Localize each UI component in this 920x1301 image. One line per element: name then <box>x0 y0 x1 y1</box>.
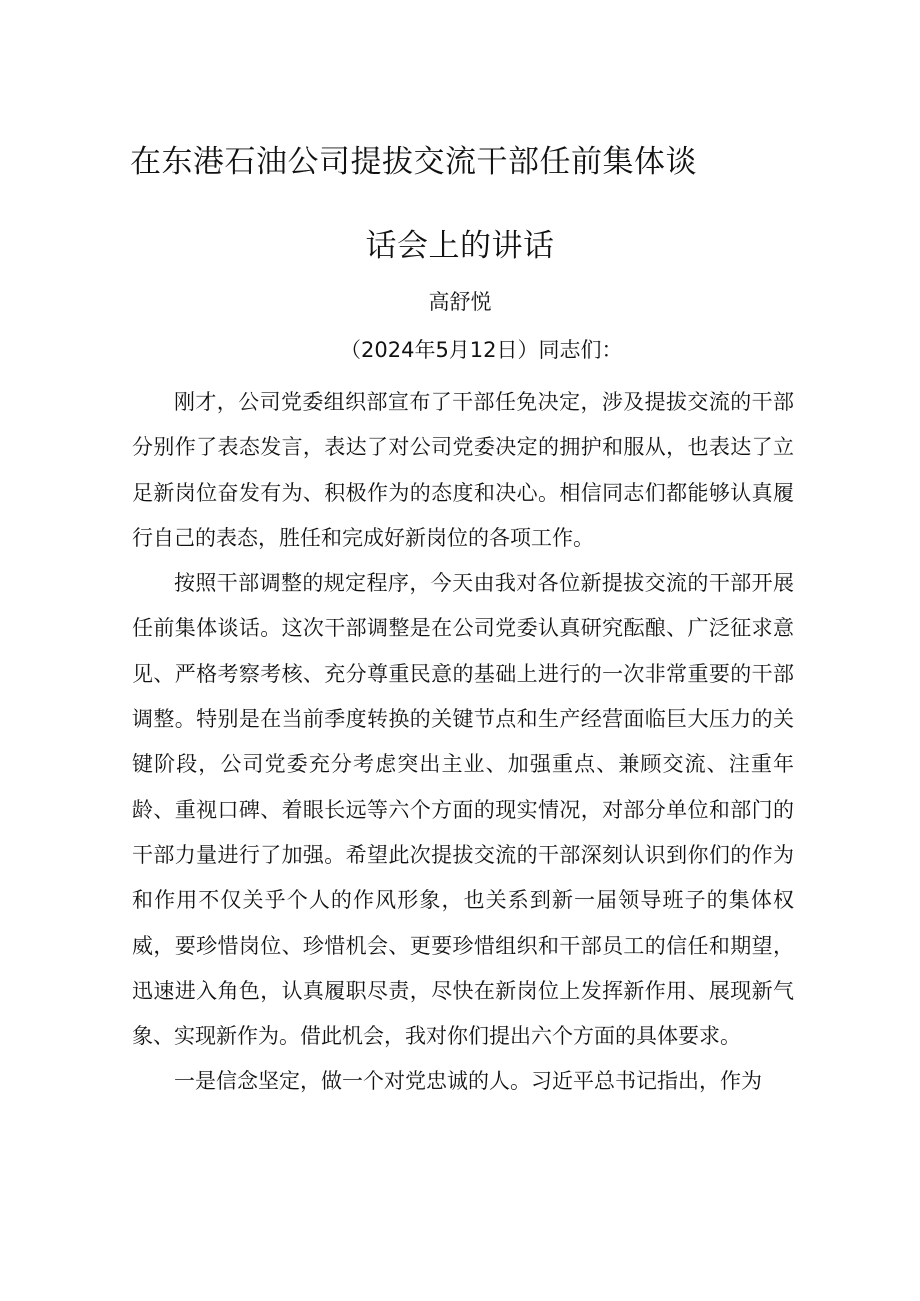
body-paragraph-2: 按照干部调整的规定程序，今天由我对各位新提拔交流的干部开展任前集体谈话。这次干部调整是在公司党委认真研究酝酿、广泛征求意见、严格考察考核、充分尊重民意的基础上进行的一次非常重要的干部调整。特别是在当前季度转换的关键节点和生产经营面临巨大压力的关键阶段，公司党委充分考虑突出主业、加强重点、兼顾交流、注重年龄、重视口碑、着眼长远等六个方面的现实情况，对部分单位和部门的干部力量进行了加强。希望此次提拔交流的干部深刻认识到你们的作为和作用不仅关乎个人的作风形象，也关系到新一届领导班子的集体权威，要珍惜岗位、珍惜机会、更要珍惜组织和干部员工的信任和期望，迅速进入角色，认真履职尽责，尽快在新岗位上发挥新作用、展现新气象、实现新作为。借此机会，我对你们提出六个方面的具体要求。 <box>132 571 794 1049</box>
document-title-line-1: 在东港石油公司提拔交流干部任前集体谈 <box>130 144 697 180</box>
document-body <box>132 380 794 1105</box>
body-paragraph-3: 一是信念坚定，做一个对党忠诚的人。习近平总书记指出，作为 <box>174 1069 762 1094</box>
date-and-salutation: （2024年5月12日）同志们： <box>340 338 623 362</box>
author-name: 高舒悦 <box>428 290 492 314</box>
body-paragraph-1: 刚才，公司党委组织部宣布了干部任免决定，涉及提拔交流的干部分别作了表态发言，表达了对公司党委决定的拥护和服从，也表达了立足新岗位奋发有为、积极作为的态度和决心。相信同志们都能够认真履行自己的表态，胜任和完成好新岗位的各项工作。 <box>132 390 794 550</box>
document-title-line-2: 话会上的讲话 <box>365 228 555 264</box>
